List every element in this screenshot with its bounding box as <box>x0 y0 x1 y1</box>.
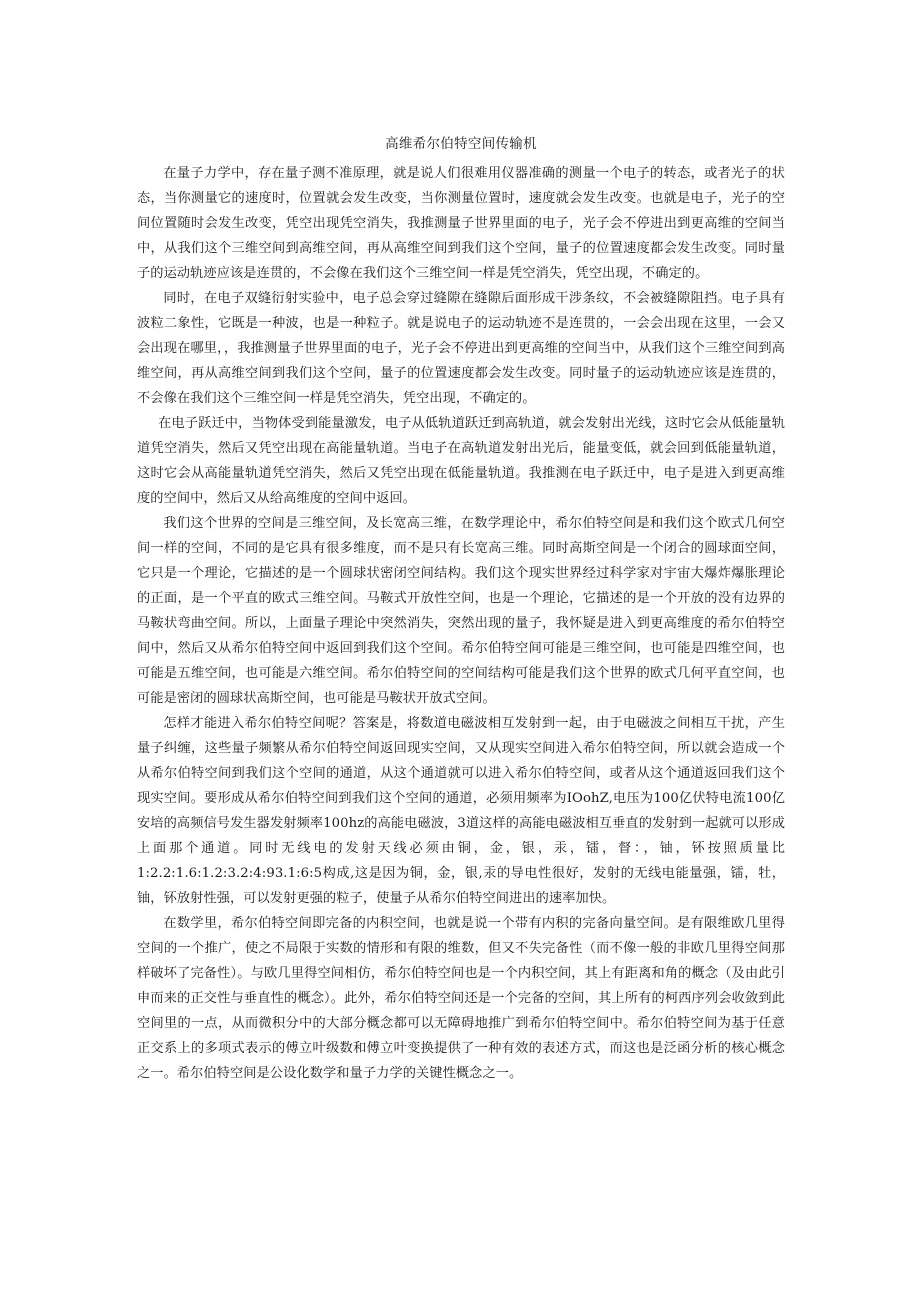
paragraph-quantum-uncertainty: 在量子力学中，存在量子测不准原理，就是说人们很难用仪器准确的测量一个电子的转态，或者光子的状态，当你测量它的速度时，位置就会发生改变，当你测量位置时，速度就会发生改变。也就是电子，光子的空间位置随时会发生改变，凭空出现凭空消失，我推测量子世界里面的电子，光子会不停进出到更高维的空间当中，从我们这个三维空间到高维空间，再从高维空间到我们这个空间，量子的位置速度都会发生改变。同时量子的运动轨迹应该是连贯的，不会像在我们这个三维空间一样是凭空消失，凭空出现，不确定的。 <box>137 166 785 281</box>
paragraph-mathematical-definition: 在数学里，希尔伯特空间即完备的内积空间，也就是说一个带有内积的完备向量空间。是有限维欧几里得空间的一个推广，使之不局限于实数的情形和有限的维数，但又不失完备性（而不像一般的非欧几里得空间那样破坏了完备性）。与欧几里得空间相仿，希尔伯特空间也是一个内积空间，其上有距离和角的概念（及由此引申而来的正交性与垂直性的概念）。此外，希尔伯特空间还是一个完备的空间，其上所有的柯西序列会收敛到此空间里的一点，从而微积分中的大部分概念都可以无障碍地推广到希尔伯特空间中。希尔伯特空间为基于任意正交系上的多项式表示的傅立叶级数和傅立叶变换提供了一种有效的表述方式，而这也是泛函分析的核心概念之一。希尔伯特空间是公设化数学和量子力学的关键性概念之一。 <box>137 916 785 1081</box>
paragraph-electron-transition: 在电子跃迁中，当物体受到能量激发，电子从低轨道跃迁到高轨道，就会发射出光线，这时它会从低能量轨道凭空消失，然后又凭空出现在高能量轨道。当电子在高轨道发射出光后，能量变低，就会回到低能量轨道，这时它会从高能量轨道凭空消失，然后又凭空出现在低能量轨道。我推测在电子跃迁中，电子是进入到更高维度的空间中，然后又从给高维度的空间中返回。 <box>137 416 785 506</box>
document-title: 高维希尔伯特空间传输机 <box>385 136 537 152</box>
document-page <box>137 134 785 1086</box>
paragraph-hilbert-space-theory: 我们这个世界的空间是三维空间，及长宽高三维，在数学理论中，希尔伯特空间是和我们这个欧式几何空间一样的空间，不同的是它具有很多维度，而不是只有长宽高三维。同时高斯空间是一个闭合的圆球面空间，它只是一个理论，它描述的是一个圆球状密闭空间结构。我们这个现实世界经过科学家对宇宙大爆炸爆胀理论的正面，是一个平直的欧式三维空间。马鞍式开放性空间，也是一个理论，它描述的是一个开放的没有边界的马鞍状弯曲空间。所以，上面量子理论中突然消失，突然出现的量子，我怀疑是进入到更高维度的希尔伯特空间中，然后又从希尔伯特空间中返回到我们这个空间。希尔伯特空间可能是三维空间，也可能是四维空间，也可能是五维空间，也可能是六维空间。希尔伯特空间的空间结构可能是我们这个世界的欧式几何平直空间，也可能是密闭的圆球状高斯空间，也可能是马鞍状开放式空间。 <box>137 516 785 706</box>
paragraph-double-slit: 同时，在电子双缝衍射实验中，电子总会穿过缝隙在缝隙后面形成干涉条纹，不会被缝隙阻挡。电子具有波粒二象性，它既是一种波，也是一种粒子。就是说电子的运动轨迹不是连贯的，一会会出现在这里，一会又会出现在哪里，，我推测量子世界里面的电子，光子会不停进出到更高维的空间当中，从我们这个三维空间到高维空间，再从高维空间到我们这个空间，量子的位置速度都会发生改变。同时量子的运动轨迹应该是连贯的，不会像在我们这个三维空间一样是凭空消失，凭空出现，不确定的。 <box>137 291 785 406</box>
paragraph-entering-hilbert-space: 怎样才能进入希尔伯特空间呢？答案是，将数道电磁波相互发射到一起，由于电磁波之间相互干扰，产生量子纠缠，这些量子频繁从希尔伯特空间返回现实空间，又从现实空间进入希尔伯特空间，所以就会造成一个从希尔伯特空间到我们这个空间的通道，从这个通道就可以进入希尔伯特空间，或者从这个通道返回我们这个现实空间。要形成从希尔伯特空间到我们这个空间的通道，必须用频率为IOohZ,电压为100亿伏特电流100亿安培的高频信号发生器发射频率100hz的高能电磁波，3道这样的高能电磁波相互垂直的发射到一起就可以形成上面那个通道。同时无线电的发射天线必须由铜，金，银，汞，镭，督：，铀，钚按照质量比1:2.2:1.6:1.2:3.2:4:93.1:6:5构成,这是因为铜，金，银,汞的导电性很好，发射的无线电能量强，镭，牡，铀，钚放射性强，可以发射更强的粒子，使量子从希尔伯特空间进出的速率加快。 <box>137 716 785 906</box>
